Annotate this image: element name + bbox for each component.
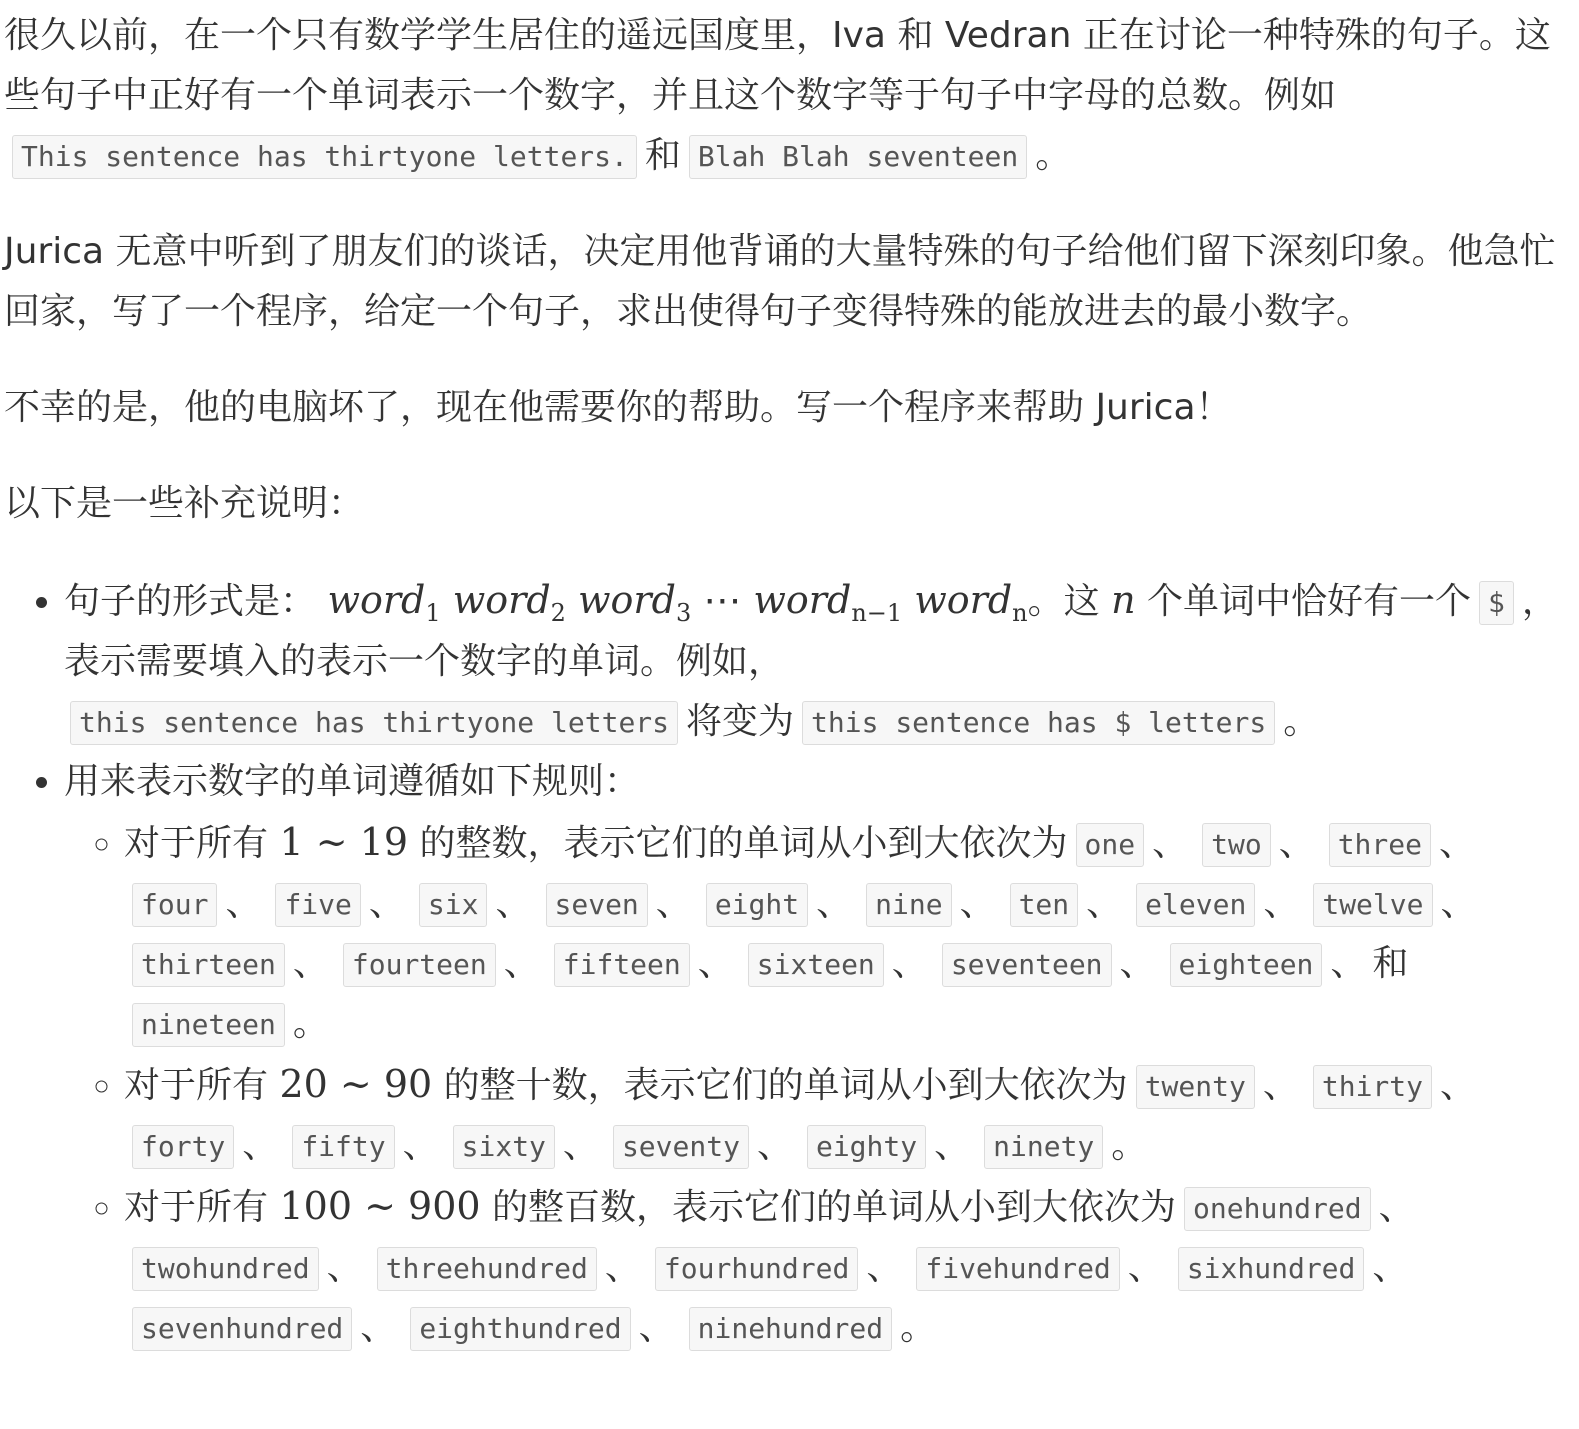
note-number-words bbox=[64, 752, 1561, 1358]
intro-paragraph-1 bbox=[4, 6, 1561, 186]
sentence-form-explain: ，表示需要填入的表示一个数字的单词。例如， bbox=[64, 581, 1558, 682]
number-word: eighty bbox=[807, 1125, 926, 1169]
range-hundreds: 100 ∼ 900 bbox=[279, 1184, 481, 1228]
number-word: two bbox=[1202, 823, 1271, 867]
separator: 、 bbox=[959, 883, 996, 924]
sentence-form-formula: word$_1$ word$_2$ word$_3$ ⋯ word$_{n-1}$ word$_n$ bbox=[327, 578, 1028, 627]
separator: 、 bbox=[1086, 883, 1123, 924]
separator: 、 bbox=[495, 883, 532, 924]
separator: 、 bbox=[1372, 1247, 1409, 1288]
intro-paragraph-2: Jurica 无意中听到了朋友们的谈话，决定用他背诵的大量特殊的句子给他们留下深刻印象。他急忙回家，写了一个程序，给定一个句子，求出使得句子变得特殊的能放进去的最小数字。 bbox=[4, 231, 1556, 332]
intro-text: 很久以前，在一个只有数学学生居住的遥远国度里，Iva 和 Vedran 正在讨论一种特殊的句子。这些句子中正好有一个单词表示一个数字，并且这个数字等于句子中字母的总数。例如 bbox=[4, 15, 1551, 116]
number-word: fivehundred bbox=[916, 1247, 1119, 1291]
number-word: eleven bbox=[1136, 883, 1255, 927]
separator: 、 bbox=[934, 1125, 971, 1166]
number-word: twelve bbox=[1313, 883, 1432, 927]
number-words-intro: 用来表示数字的单词遵循如下规则： bbox=[64, 761, 641, 802]
separator: 、 bbox=[1262, 1065, 1299, 1106]
number-word: nine bbox=[866, 883, 951, 927]
number-word: seventeen bbox=[942, 943, 1112, 987]
separator: 、 bbox=[756, 1125, 793, 1166]
number-word: thirty bbox=[1313, 1065, 1432, 1109]
separator: 、 bbox=[655, 883, 692, 924]
example-before: this sentence has thirtyone letters bbox=[70, 701, 678, 745]
separator: 、 bbox=[1330, 943, 1367, 984]
number-word: one bbox=[1076, 823, 1145, 867]
intro-paragraph-3: 不幸的是，他的电脑坏了，现在他需要你的帮助。写一个程序来帮助 Jurica！ bbox=[4, 387, 1232, 428]
number-word: fifty bbox=[292, 1125, 394, 1169]
becomes-text: 将变为 bbox=[686, 701, 795, 742]
number-word: ninehundred bbox=[689, 1307, 892, 1351]
range-units: 1 ∼ 19 bbox=[279, 820, 409, 864]
separator: 、 bbox=[638, 1307, 675, 1348]
number-word: four bbox=[132, 883, 217, 927]
number-word: threehundred bbox=[377, 1247, 597, 1291]
number-word: fourteen bbox=[343, 943, 496, 987]
notes-list bbox=[4, 570, 1561, 1358]
number-word: fourhundred bbox=[655, 1247, 858, 1291]
separator: 、 bbox=[816, 883, 853, 924]
separator: 、 bbox=[1439, 823, 1476, 864]
number-word: three bbox=[1329, 823, 1431, 867]
number-word: five bbox=[275, 883, 360, 927]
separator: 、 bbox=[225, 883, 262, 924]
number-word: fifteen bbox=[554, 943, 690, 987]
number-word: thirteen bbox=[132, 943, 285, 987]
number-word: seventy bbox=[613, 1125, 749, 1169]
sentence-form-suffix: 个单词中恰好有一个 bbox=[1147, 581, 1472, 622]
number-word: ninety bbox=[984, 1125, 1103, 1169]
number-word: ten bbox=[1010, 883, 1079, 927]
word-count-var: n bbox=[1111, 578, 1136, 622]
separator: 、 bbox=[292, 943, 329, 984]
period: 。 bbox=[1035, 135, 1072, 176]
number-word: eighteen bbox=[1170, 943, 1323, 987]
separator: 、 bbox=[866, 1247, 903, 1288]
number-word: sixty bbox=[453, 1125, 555, 1169]
number-word: seven bbox=[546, 883, 648, 927]
intro-paragraph-4: 以下是一些补充说明： bbox=[4, 483, 365, 524]
number-word: eight bbox=[706, 883, 808, 927]
separator: 、 bbox=[402, 1125, 439, 1166]
separator: 、 bbox=[1440, 883, 1477, 924]
number-rules-list bbox=[64, 812, 1561, 1358]
separator: 、 bbox=[562, 1125, 599, 1166]
separator: 、 bbox=[891, 943, 928, 984]
separator: 、 bbox=[1263, 883, 1300, 924]
example-sentence-2: Blah Blah seventeen bbox=[689, 135, 1027, 179]
range-tens: 20 ∼ 90 bbox=[279, 1062, 433, 1106]
number-word: twenty bbox=[1136, 1065, 1255, 1109]
rule-units: ◦ 对于所有 1 ∼ 19 的整数，表示它们的单词从小到大依次为 one 、 two 、 three 、four 、 five 、 six 、 seven 、 eight 、 nine 、 ten 、 eleven 、 twelve 、thirteen 、 fourteen 、 fifteen 、 sixteen 、 seventeen 、 eighteen 、 和nineteen 。 bbox=[124, 812, 1561, 1054]
dollar-placeholder: $ bbox=[1479, 581, 1514, 625]
number-word: onehundred bbox=[1184, 1187, 1371, 1231]
note-sentence-form: • 句子的形式是： word$_1$ word$_2$ word$_3$ ⋯ word$_{n-1}$ word$_n$。这 n 个单词中恰好有一个 $ ，表示需要填入的表示一个数字的单词。例如， this sentence has thirtyone letters 将变为 this sentence has $ letters 。 bbox=[64, 570, 1561, 752]
number-word: six bbox=[419, 883, 488, 927]
number-word: sevenhundred bbox=[132, 1307, 352, 1351]
number-word: eighthundred bbox=[410, 1307, 630, 1351]
separator: 、 bbox=[1440, 1065, 1477, 1106]
example-after: this sentence has $ letters bbox=[802, 701, 1275, 745]
sentence-form-prefix: 句子的形式是： bbox=[64, 581, 317, 622]
and-text: 和 bbox=[644, 135, 681, 176]
number-word: sixhundred bbox=[1178, 1247, 1365, 1291]
separator: 、 bbox=[1119, 943, 1156, 984]
example-sentence-1: This sentence has thirtyone letters. bbox=[12, 135, 637, 179]
separator: 、 bbox=[604, 1247, 641, 1288]
separator: 、 bbox=[697, 943, 734, 984]
rule-hundreds: ◦ 对于所有 100 ∼ 900 的整百数，表示它们的单词从小到大依次为 onehundred 、twohundred 、 threehundred 、 fourhundred 、 fivehundred 、 sixhundred 、sevenhundred 、 eighthundred 、 ninehundred 。 bbox=[124, 1176, 1561, 1358]
rule-tens: ◦ 对于所有 20 ∼ 90 的整十数，表示它们的单词从小到大依次为 twenty 、 thirty 、forty 、 fifty 、 sixty 、 seventy 、 eighty 、 ninety 。 bbox=[124, 1054, 1561, 1176]
number-word: twohundred bbox=[132, 1247, 319, 1291]
separator: 、 bbox=[1378, 1187, 1415, 1228]
separator: 、 bbox=[360, 1307, 397, 1348]
separator: 、 bbox=[503, 943, 540, 984]
number-word: forty bbox=[132, 1125, 234, 1169]
separator: 、 bbox=[1127, 1247, 1164, 1288]
number-word: nineteen bbox=[132, 1003, 285, 1047]
separator: 、 bbox=[368, 883, 405, 924]
separator: 、 bbox=[326, 1247, 363, 1288]
separator: 、 bbox=[1278, 823, 1315, 864]
number-word: sixteen bbox=[748, 943, 884, 987]
sentence-form-mid: 。这 bbox=[1027, 581, 1100, 622]
separator: 、 bbox=[242, 1125, 279, 1166]
separator: 、 bbox=[1152, 823, 1189, 864]
